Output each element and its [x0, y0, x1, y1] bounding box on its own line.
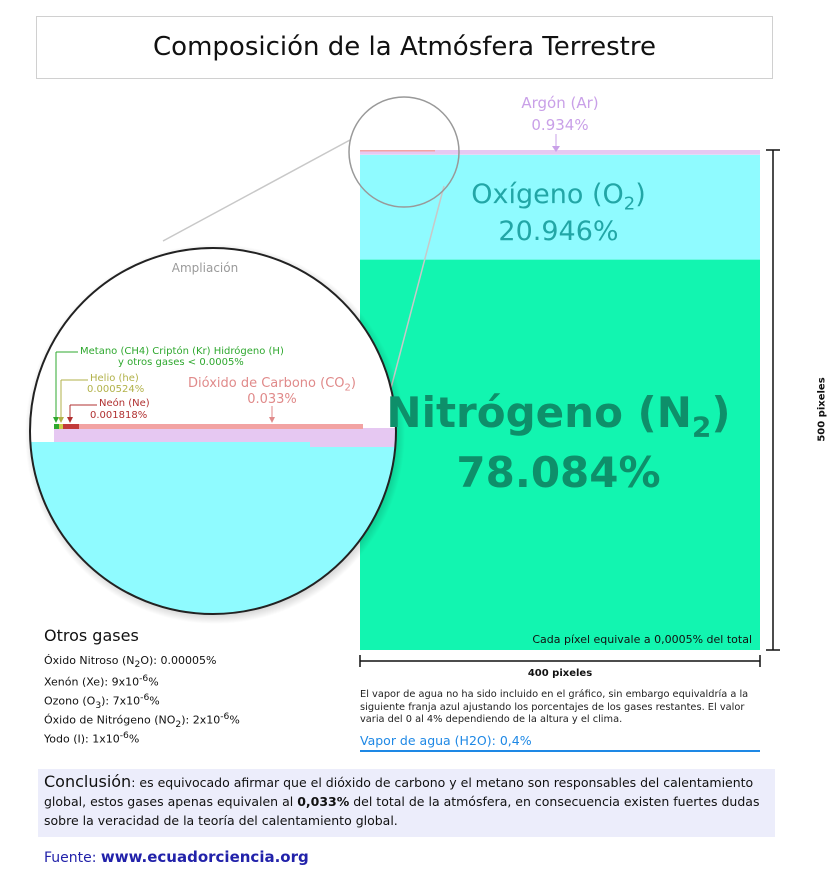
argon-value: 0.934% [531, 116, 589, 134]
conclusion-text-a: es equivocado afirmar que el dióxido de carbono y el metano son responsables del calentamiento global, estos gases apenas equivalen al [44, 775, 754, 809]
source-link[interactable]: www.ecuadorciencia.org [100, 848, 309, 866]
other-gas-sup: -6 [139, 673, 149, 684]
zoom-bar-methane [54, 424, 59, 429]
other-gas-text: Yodo (I): 1x10 [44, 732, 120, 746]
page-title: Composición de la Atmósfera Terrestre [153, 32, 656, 62]
other-gas-text: % [229, 713, 240, 727]
other-gas-text: Óxido Nitroso (N [44, 654, 135, 667]
other-gas-sub: 3 [95, 699, 102, 711]
source [44, 848, 309, 866]
zoom-bar-helium [59, 424, 63, 429]
other-gas-text: Xenón (Xe): 9x10 [44, 675, 140, 689]
zoom-bar-neon [62, 424, 79, 429]
zoom-bar-oxygen [30, 442, 410, 642]
helium-label: Helio (he) [90, 373, 139, 384]
other-gas-sup: -6 [140, 692, 150, 703]
other-gas-sub: 2 [175, 718, 182, 730]
methane-label-2: y otros gases < 0.0005% [118, 357, 244, 368]
pixel-equivalence-note: Cada píxel equivale a 0,0005% del total [532, 633, 752, 646]
other-gas-text: ): 2x10 [181, 713, 221, 727]
oxygen-label-close: ) [635, 179, 646, 210]
conclusion-text [44, 772, 774, 830]
other-gas-text: Ozono (O [44, 694, 96, 708]
zoom-content [20, 240, 410, 642]
other-gas-item [44, 654, 216, 670]
other-gas-text: % [149, 694, 160, 708]
zoom-bar-argon [54, 428, 410, 442]
nitrogen-label-main: Nitrógeno (N [386, 388, 692, 437]
other-gas-text: % [148, 675, 159, 689]
other-gas-sub: 2 [134, 659, 141, 671]
width-label: 400 pixeles [527, 668, 593, 679]
other-gas-sup: -6 [119, 730, 129, 741]
height-label: 500 pixeles [816, 377, 828, 442]
bar-co2-trace [360, 150, 435, 152]
helium-value: 0.000524% [87, 384, 145, 395]
neon-value: 0.001818% [90, 410, 148, 421]
conclusion-bold: 0,033% [297, 794, 350, 809]
other-gas-text: % [128, 732, 140, 746]
neon-label: Neón (Ne) [99, 398, 150, 409]
other-gas-text: ): 7x10 [101, 694, 141, 708]
conclusion-colon: : [131, 775, 136, 790]
other-gas-item [44, 692, 160, 711]
water-vapor-value: Vapor de agua (H2O): 0,4% [360, 733, 532, 748]
water-vapor-note: El vapor de agua no ha sido incluido en el gráfico, sin embargo equivaldría a la siguiente franja azul ajustando los porcentajes de los gases restantes. El valor varia del 0 al 4% dependiendo de la altura y el clima. [360, 689, 749, 725]
other-gas-item [44, 673, 159, 689]
nitrogen-label-close: ) [711, 388, 731, 437]
nitrogen-label-sub: 2 [691, 410, 712, 444]
oxygen-label [360, 179, 757, 214]
oxygen-label-sub: 2 [623, 193, 636, 215]
zoom-connector-left [163, 140, 350, 241]
source-label: Fuente: [44, 850, 101, 866]
conclusion-text-b: del total de la atmósfera, en consecuencia existen fuertes dudas sobre la veracidad de la teoría del calentamiento global. [44, 794, 760, 828]
co2-label-sub: 2 [344, 382, 351, 394]
methane-label: Metano (CH4) Criptón (Kr) Hidrógeno (H) [80, 346, 284, 357]
zoom-bar-co2 [78, 424, 363, 429]
oxygen-label-main: Oxígeno (O [471, 179, 624, 210]
argon-label: Argón (Ar) [521, 94, 599, 112]
co2-value: 0.033% [247, 392, 297, 407]
nitrogen-value: 78.084% [456, 448, 661, 497]
co2-label-close: ) [350, 376, 356, 391]
other-gas-item [44, 730, 139, 746]
other-gas-sup: -6 [220, 711, 230, 722]
conclusion-heading: Conclusión [44, 772, 132, 791]
zoom-title: Ampliación [171, 261, 239, 275]
co2-label-main: Dióxido de Carbono (CO [188, 376, 345, 391]
other-gas-text: Óxido de Nitrógeno (NO [44, 713, 176, 727]
other-gases-title: Otros gases [44, 626, 139, 645]
other-gas-item [44, 711, 240, 730]
oxygen-value: 20.946% [498, 216, 619, 247]
other-gas-text: O): 0.00005% [140, 654, 217, 667]
nitrogen-label [360, 388, 757, 443]
water-vapor-line [360, 750, 760, 752]
